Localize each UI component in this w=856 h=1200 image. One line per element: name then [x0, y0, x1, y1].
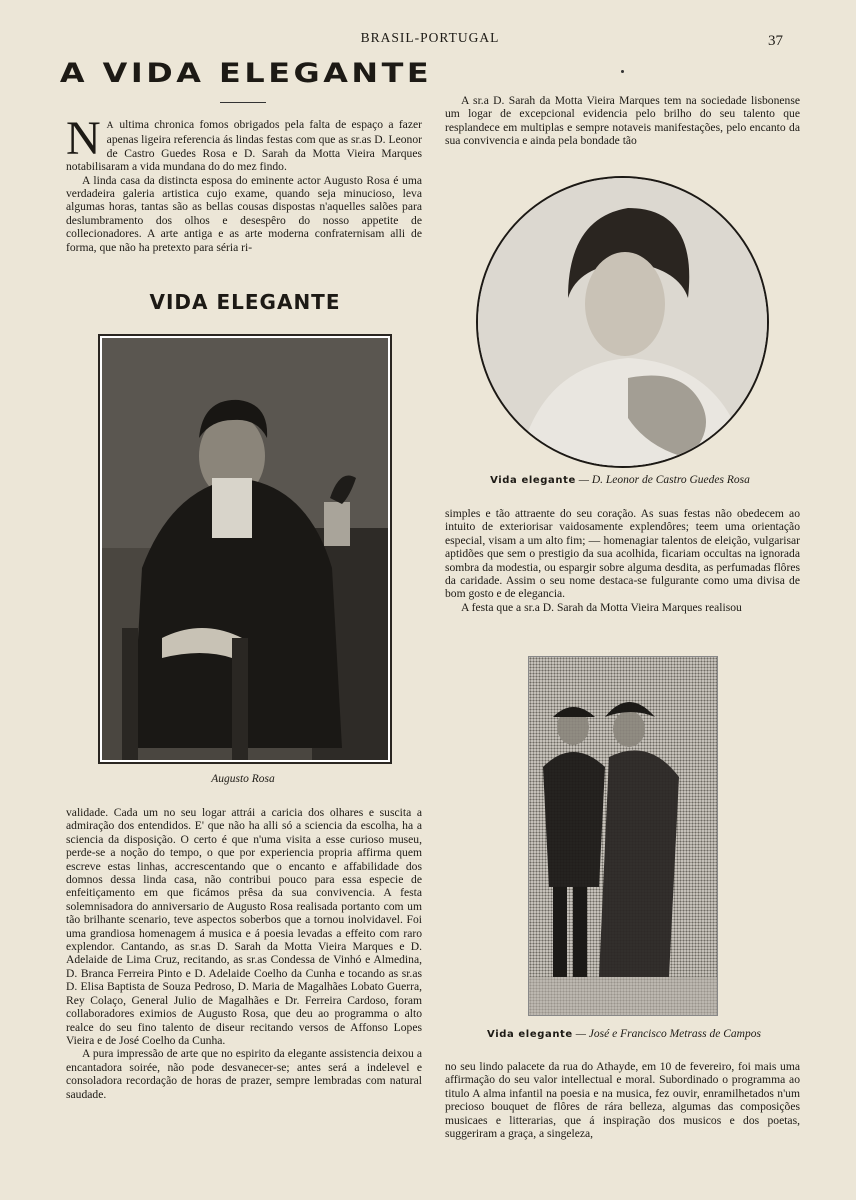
children-caption — [446, 1028, 802, 1040]
portrait-caption-text: Augusto Rosa — [211, 773, 275, 785]
paragraph-sarah: A sr.a D. Sarah da Motta Vieira Marques tem na sociedade lisbonense um logar de excepcional evidencia pelo brilho do seu talento que resplandece em multiplas e sempre notaveis manifestações, pelo encanto da sua convivencia e ainda pela bondade tão — [445, 94, 800, 148]
children-illustration — [529, 657, 717, 1015]
portrait-photo-frame — [98, 334, 392, 764]
column-left-lower — [66, 806, 422, 1101]
portrait-caption — [98, 773, 388, 785]
column-right-bottom — [445, 1060, 800, 1140]
drop-cap: N — [66, 112, 101, 165]
section-subheading: VIDA ELEGANTE — [149, 290, 341, 314]
column-left-upper — [66, 112, 422, 254]
oval-caption-label: Vida elegante — [490, 475, 576, 486]
running-head: BRASIL-PORTUGAL — [360, 30, 500, 45]
portrait-illustration — [102, 338, 388, 760]
paragraph-intro-text: ultima chronica fomos obrigados pela falta de espaço a fazer apenas ligeira referencia ás lindas festas com que as sr.as D. Leonor de Castro Guedes Rosa e D. Sarah da Motta Vieira Marques notabilisaram a vida mundana do do mez findo. — [66, 118, 422, 174]
children-caption-label: Vida elegante — [487, 1029, 573, 1040]
column-right-top — [445, 94, 800, 148]
paragraph-festa-realisou: A festa que a sr.a D. Sarah da Motta Vieira Marques realisou — [461, 600, 742, 614]
paragraph-intro — [66, 112, 422, 174]
paragraph-palacete: no seu lindo palacete da rua do Athayde, em 10 de fevereiro, foi mais uma affirmação do seu valor intellectual e moral. Subordinado o programma ao titulo A alma infantil na poesia e na musica, fez ouvir, enramilhetados n'um precioso bouquet de flôres de rára belleza, algumas das composições musicaes e litterarias, que á inspiração dos musicos e dos poetas, suggeriram a graça, a singeleza, — [445, 1060, 800, 1141]
column-right-middle — [445, 507, 800, 614]
paragraph-festas: simples e tão attraente do seu coração. As suas festas não obedecem ao intuito de exteriorisar vaidosamente explendôres; teem uma orientação especial, visam a um alto fim; — homenagiar talentos de eleição, vulgarisar aptidões que sem o prestigio da sua acolhida, ficariam occultas na ignorada sombra da modestia, ou espargir sobre alguma desdita, as perfumadas flôres da caridade. Assim o seu nome destaca-se fulgurante como uma divisa de bom gosto e de elegancia. — [445, 507, 800, 601]
oval-caption — [470, 474, 770, 486]
title-rule — [220, 102, 266, 103]
children-photo — [528, 656, 718, 1016]
portrait-photo — [102, 338, 388, 760]
paragraph-validade: validade. Cada um no seu logar attrái a caricia dos olhares e suscita a admiração dos entendidos. E' que não ha alli só a sciencia da escolha, ha a sciencia da disposição. O certo é que n'uma visita a esse curioso museu, perde-se a noção do tempo, o que por experiencia propria affirma quem escreve estas linhas, accrescentando que o encanto e affabilidade dos domnos dessa linda casa, não contribui pouco para essa especie de enfeitiçamento em que ficámos prêsa da sua convivencia. A festa solemnisadora do anniversario de Augusto Rosa realisada portanto com um tão brilhante scenario, teve aspectos soberbos que a tornou inolvidavel. Foi uma grandiosa homenagem á musica e á poesia levadas a effeito com raro explendor. Cantando, as sr.as D. Sarah da Motta Vieira Marques e D. Adelaide de Lima Cruz, recitando, as sr.as Condessa de Vinhó e Almedina, D. Branca Ferreira Pinto e D. Adelaide Coelho da Cunha e tocando as sr.as D. Elisa Baptista de Souza Pedroso, D. Maria de Magalhães Lobato Guerra, Rey Colaço, General Julio de Magalhães e Dr. Ferreira Cardoso, foram collaboradores eximios de Augusto Rosa, que deu ao programma o alto realce do seu fino talento de diseur recitando versos de Affonso Lopes Vieira e de José Coelho da Cunha. — [66, 806, 422, 1047]
ink-dot — [621, 70, 624, 73]
page-number: 37 — [768, 33, 783, 49]
children-caption-text: — José e Francisco Metrass de Campos — [575, 1028, 761, 1040]
oval-portrait — [476, 176, 769, 468]
paragraph-house: A linda casa da distincta esposa do eminente actor Augusto Rosa é uma verdadeira galeria artistica cujo exame, quando seja minucioso, leva algumas horas, tantas são as bellas cousas dispostas n'aquelles salões para deslumbramento dos olhos e desespêro do nosso appetite de collecionadores. A arte antiga e as arte moderna confraternisam alli de forma, que não ha pretexto para séria ri- — [66, 173, 422, 254]
article-title: A VIDA ELEGANTE — [59, 58, 433, 89]
paragraph-impressao: A pura impressão de arte que no espirito da elegante assistencia deixou a encantadora soirée, não pode desvanecer-se; antes será a indelevel e consoladora recordação de horas de prazer, sempre lembradas com natural saudade. — [66, 1047, 422, 1101]
smallcaps-lead: A — [106, 121, 115, 131]
oval-caption-text: — D. Leonor de Castro Guedes Rosa — [578, 474, 750, 486]
oval-portrait-illustration — [478, 178, 767, 466]
